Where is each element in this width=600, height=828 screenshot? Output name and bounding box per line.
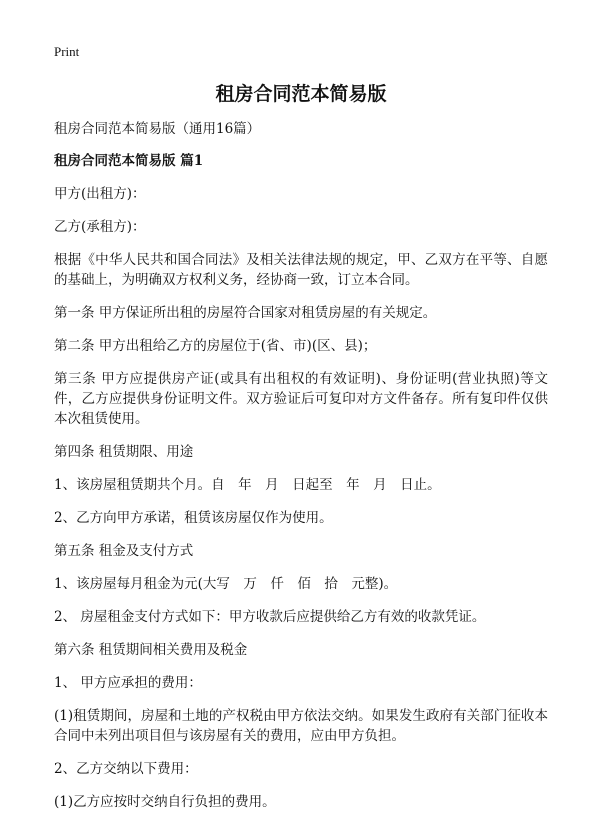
article-4-item-1: 1、该房屋租赁期共个月。自 年 月 日起至 年 月 日止。 — [54, 477, 441, 493]
article-6-item-1-sub-1: (1)租赁期间，房屋和土地的产权税由甲方依法交纳。如果发生政府有关部门征收本合同中未列出项目但与该房屋有关的费用，应由甲方负担。 — [54, 708, 548, 744]
article-3: 第三条 甲方应提供房产证(或具有出租权的有效证明)、身份证明(营业执照)等文件，乙方应提供身份证明文件。双方验证后可复印对方文件备存。所有复印件仅供本次租赁使用。 — [54, 371, 548, 427]
document-title: 租房合同范本简易版 — [215, 83, 387, 105]
article-1: 第一条 甲方保证所出租的房屋符合国家对租赁房屋的有关规定。 — [54, 305, 437, 321]
section-title: 租房合同范本简易版 篇1 — [54, 153, 204, 169]
article-6-item-2: 2、乙方交纳以下费用： — [54, 761, 198, 777]
article-6-heading: 第六条 租赁期间相关费用及税金 — [54, 642, 248, 658]
article-5-heading: 第五条 租金及支付方式 — [54, 543, 194, 559]
print-label: Print — [54, 44, 80, 59]
party-b-line: 乙方(承租方)： — [54, 219, 146, 235]
article-5-item-1: 1、该房屋每月租金为元(大写 万 仟 佰 拾 元整)。 — [54, 576, 398, 592]
party-a-line: 甲方(出租方)： — [54, 186, 146, 202]
article-4-item-2: 2、乙方向甲方承诺，租赁该房屋仅作为使用。 — [54, 510, 333, 526]
article-4-heading: 第四条 租赁期限、用途 — [54, 444, 194, 460]
article-6-item-1: 1、 甲方应承担的费用： — [54, 675, 202, 691]
document-subtitle: 租房合同范本简易版（通用16篇） — [54, 121, 261, 137]
article-6-item-2-sub-1: (1)乙方应按时交纳自行负担的费用。 — [54, 794, 276, 810]
article-2: 第二条 甲方出租给乙方的房屋位于(省、市)(区、县)； — [54, 338, 377, 354]
article-5-item-2: 2、 房屋租金支付方式如下：甲方收款后应提供给乙方有效的收款凭证。 — [54, 609, 486, 625]
preamble-paragraph: 根据《中华人民共和国合同法》及相关法律法规的规定，甲、乙双方在平等、自愿的基础上，为明确双方权利义务，经协商一致，订立本合同。 — [54, 252, 548, 288]
